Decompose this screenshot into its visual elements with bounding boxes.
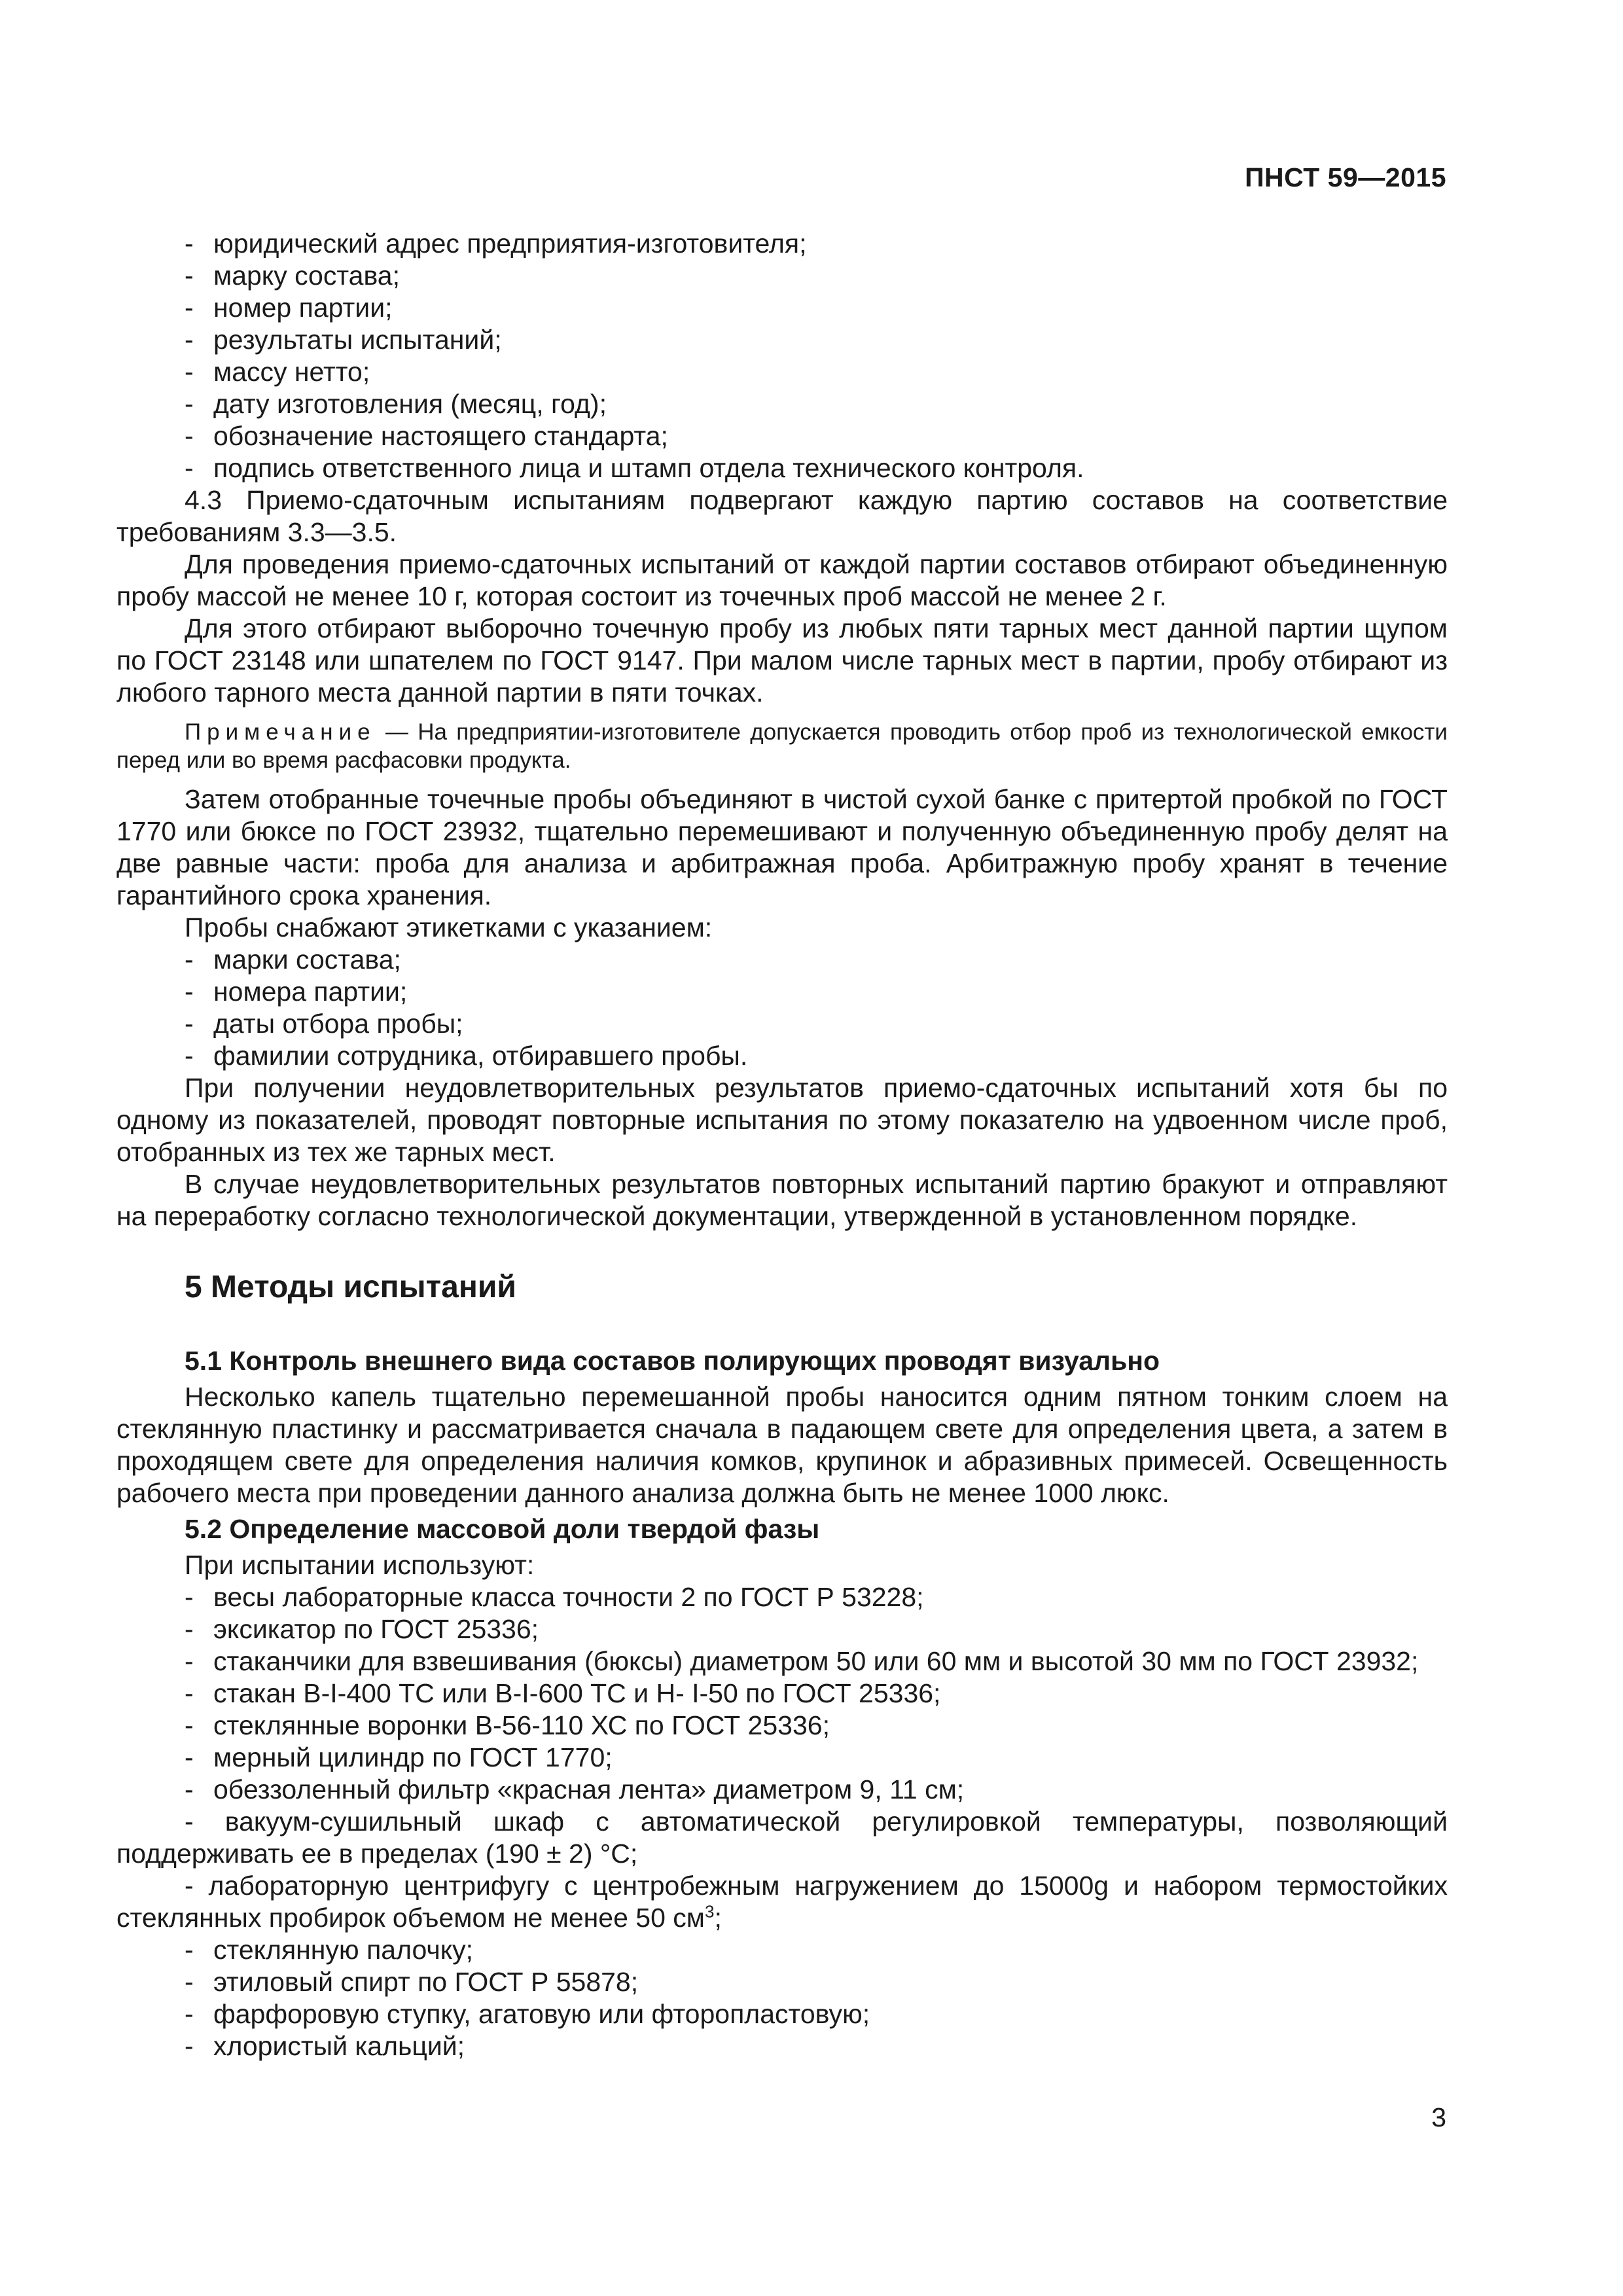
list-a [116,228,1448,484]
list-item: - обозначение настоящего стандарта; [185,421,668,451]
list-item: - марки состава; [185,944,401,975]
list-item: - дату изготовления (месяц, год); [185,389,607,419]
list-item: - результаты испытаний; [185,325,502,355]
paragraph-probe: Для этого отбирают выборочно точечную пробу из любых пяти тарных мест данной партии щупом по ГОСТ 23148 или шпателем по ГОСТ 9147. При малом числе тарных мест в партии, пробу отбирают из любого тарного места данной партии в пяти точках. [116,613,1448,708]
paragraph-5-2-intro: При испытании используют: [185,1550,535,1580]
section-heading-5-2: 5.2 Определение массовой доли твердой фазы [185,1514,820,1544]
list-b [116,944,1448,1072]
note [116,718,1448,774]
page-content [116,228,1448,2062]
list-item: - даты отбора пробы; [185,1009,463,1039]
list-item-centrifuge: - лабораторную центрифугу с центробежным нагружением до 15000g и набором термостойких стеклянных пробирок объемом не менее 50 $см^3$; [116,1871,1448,1933]
list-item-vacuum-oven: - вакуум-сушильный шкаф с автоматической регулировкой температуры, позволяющий поддерживать ее в пределах (190 ± 2) °С; [116,1806,1448,1869]
paragraph-4-3: 4.3 Приемо-сдаточным испытаниям подвергают каждую партию составов на соответствие требованиям 3.3—3.5. [116,485,1448,547]
list-item: - массу нетто; [185,357,370,387]
list-item: - юридический адрес предприятия-изготовителя; [185,228,807,259]
paragraph-sampling: Для проведения приемо-сдаточных испытаний от каждой партии составов отбирают объединенную пробу массой не менее 10 г, которая состоит из точечных проб массой не менее 2 г. [116,549,1448,611]
list-item: - подпись ответственного лица и штамп отдела технического контроля. [185,453,1084,483]
list-item: - номера партии; [185,977,408,1007]
list-item: - стеклянную палочку; [185,1935,474,1965]
list-c [116,1581,1448,1806]
paragraph-repeat: При получении неудовлетворительных результатов приемо-сдаточных испытаний хотя бы по одному из показателей, проводят повторные испытания по этому показателю на удвоенном числе проб, отобранных из тех же тарных мест. [116,1073,1448,1167]
list-item: - номер партии; [185,293,393,323]
note-text: — На предприятии-изготовителе допускается проводить отбор проб из технологической емкости перед или во время расфасовки продукта. [116,719,1448,773]
list-item: - стакан В-I-400 ТС или В-I-600 ТС и Н- I-50 по ГОСТ 25336; [185,1678,941,1708]
list-item: - фамилии сотрудника, отбиравшего пробы. [185,1041,748,1071]
document-header: ПНСТ 59—2015 [1245,162,1446,192]
paragraph-labels: Пробы снабжают этикетками с указанием: [185,912,713,942]
list-item: - стаканчики для взвешивания (бюксы) диаметром 50 или 60 мм и высотой 30 мм по ГОСТ 23932; [185,1646,1419,1676]
paragraph-5-1: Несколько капель тщательно перемешанной пробы наносится одним пятном тонким слоем на стеклянную пластинку и рассматривается сначала в падающем свете для определения цвета, а затем в проходящем свете для определения наличия комков, крупинок и абразивных примесей. Освещенность рабочего места при проведении данного анализа должна быть не менее 1000 люкс. [116,1382,1448,1508]
list-d [116,1934,1448,2062]
page-number: 3 [1431,2102,1446,2132]
section-heading-5-1: 5.1 Контроль внешнего вида составов полирующих проводят визуально [185,1346,1160,1376]
paragraph-combine: Затем отобранные точечные пробы объединяют в чистой сухой банке с притертой пробкой по ГОСТ 1770 или бюксе по ГОСТ 23932, тщательно перемешивают и полученную объединенную пробу делят на две равные части: проба для анализа и арбитражная проба. Арбитражную пробу хранят в течение гарантийного срока хранения. [116,784,1448,910]
paragraph-reject: В случае неудовлетворительных результатов повторных испытаний партию бракуют и отправляют на переработку согласно технологической документации, утвержденной в установленном порядке. [116,1169,1448,1231]
list-item: - стеклянные воронки В-56-110 ХС по ГОСТ 25336; [185,1710,830,1740]
list-item: - мерный цилиндр по ГОСТ 1770; [185,1742,613,1772]
list-item: - эксикатор по ГОСТ 25336; [185,1614,539,1644]
list-item: - обеззоленный фильтр «красная лента» диаметром 9, 11 см; [185,1774,965,1804]
list-item: - весы лабораторные класса точности 2 по ГОСТ Р 53228; [185,1582,924,1612]
list-item: - хлористый кальций; [185,2031,465,2061]
section-heading-5: 5 Методы испытаний [185,1270,516,1304]
superscript: 3 [704,1901,715,1922]
list-item: - марку состава; [185,260,400,291]
list-item: - фарфоровую ступку, агатовую или фторопластовую; [185,1999,870,2029]
list-item: - этиловый спирт по ГОСТ Р 55878; [185,1967,639,1997]
note-label: Примечание [185,719,376,745]
